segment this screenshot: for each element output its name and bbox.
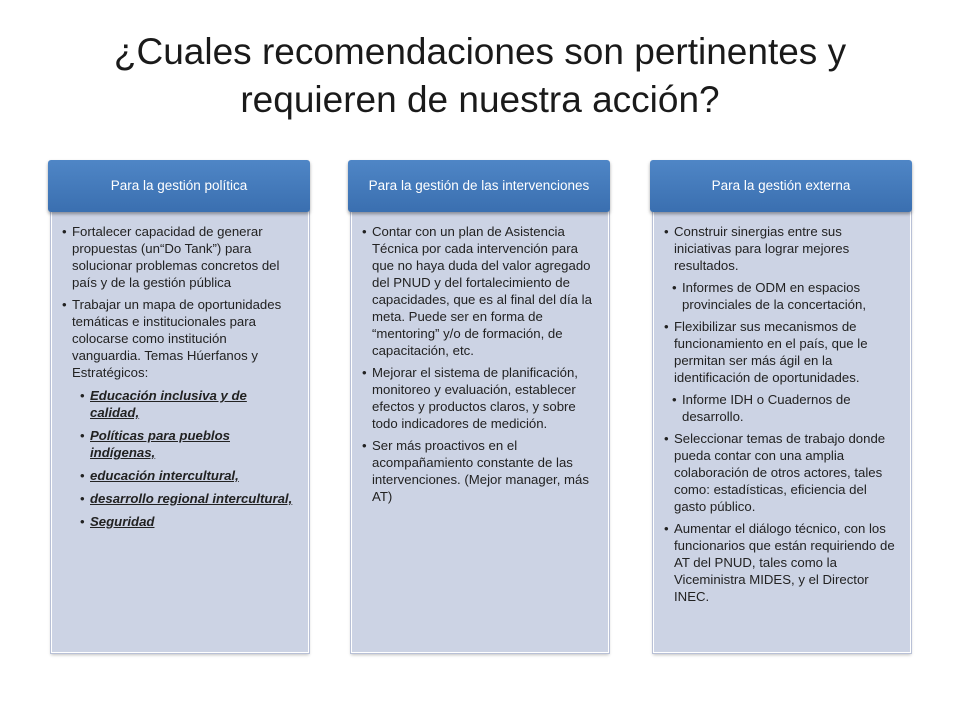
sub-list-item <box>80 427 294 461</box>
sub-list-item <box>80 513 294 530</box>
column-body <box>51 210 309 653</box>
column-header: Para la gestión de las intervenciones <box>348 160 610 212</box>
column-header: Para la gestión política <box>48 160 310 212</box>
column-gestion-intervenciones <box>348 160 610 653</box>
sub-list-item <box>80 387 294 421</box>
list-item: • Ser más proactivos en el acompañamiento constante de las intervenciones. (Mejor manager, más AT) <box>362 437 594 505</box>
topic-link: Educación inclusiva y de calidad, <box>90 388 247 420</box>
column-body <box>351 210 609 653</box>
list-item: • Construir sinergias entre sus iniciativas para lograr mejores resultados. <box>664 223 896 274</box>
sub-bullet-list <box>80 387 294 530</box>
column-gestion-politica <box>48 160 310 653</box>
list-item <box>62 296 294 530</box>
bullet-list <box>362 223 594 505</box>
list-item-text: Trabajar un mapa de oportunidades temáticas e institucionales para colocarse como institución vanguardia. Temas Húerfanos y Estratégicos: <box>72 297 282 380</box>
slide-title <box>60 28 900 124</box>
topic-link: Seguridad <box>90 514 155 529</box>
list-item: • Seleccionar temas de trabajo donde pueda contar con una amplia colaboración de otros actores, tales como: estadísticas, eficiencia del gasto público. <box>664 430 896 515</box>
column-gestion-externa <box>650 160 912 653</box>
list-item: • Aumentar el diálogo técnico, con los funcionarios que están requiriendo de AT del PNUD, tales como la Viceministra MIDES, y el Director INEC. <box>664 520 896 605</box>
bullet-list <box>62 223 294 530</box>
sub-list-item <box>80 490 294 507</box>
sub-list-item <box>80 467 294 484</box>
title-line-1: ¿Cuales recomendaciones son pertinentes y <box>113 31 847 72</box>
topic-link: desarrollo regional intercultural, <box>90 491 293 506</box>
bullet-list <box>664 223 896 605</box>
column-header: Para la gestión externa <box>650 160 912 212</box>
list-item-indented: • Informe IDH o Cuadernos de desarrollo. <box>672 391 896 425</box>
title-line-2: requieren de nuestra acción? <box>240 79 720 120</box>
list-item: • Fortalecer capacidad de generar propuestas (un“Do Tank”) para solucionar problemas concretos del país y de la gestión pública <box>62 223 294 291</box>
column-body <box>653 210 911 653</box>
list-item: • Mejorar el sistema de planificación, monitoreo y evaluación, establecer efectos y productos claros, y sobre todo indicadores de medición. <box>362 364 594 432</box>
topic-link: Políticas para pueblos indígenas, <box>90 428 230 460</box>
list-item: • Flexibilizar sus mecanismos de funcionamiento en el país, que le permitan ser más ágil en la identificación de oportunidades. <box>664 318 896 386</box>
topic-link: educación intercultural, <box>90 468 239 483</box>
list-item-indented: • Informes de ODM en espacios provinciales de la concertación, <box>672 279 896 313</box>
list-item: • Contar con un plan de Asistencia Técnica por cada intervención para que no haya duda del valor agregado del PNUD y del fortalecimiento de capacidades, que es al final del día la meta. Puede ser en forma de “mentoring” y/o de formación, de capacitación, etc. <box>362 223 594 359</box>
